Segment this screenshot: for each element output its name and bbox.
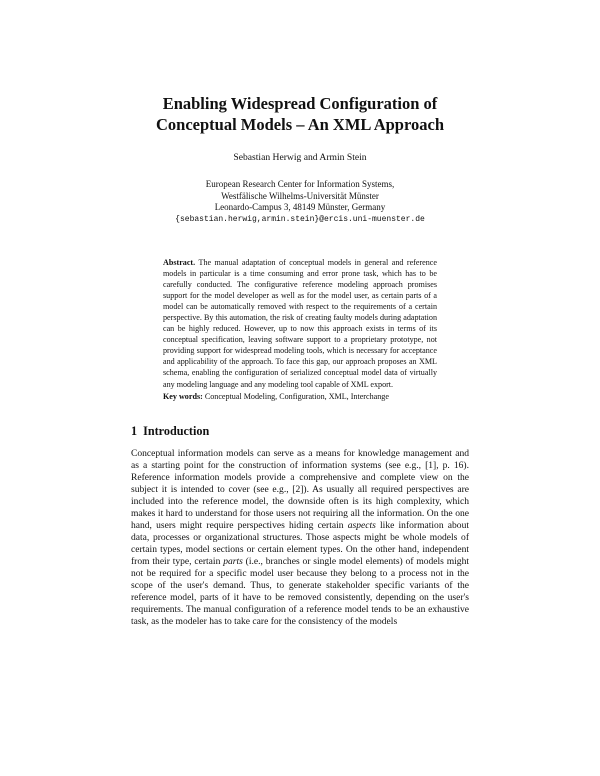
affiliation-block [100, 179, 500, 225]
intro-text-part-1: Conceptual information models can serve as a means for knowledge management and as a starting point for the construction of information systems (see e.g., [1], p. 16). Reference information models provide a comprehensive and complete view on the subject it is intended to cover (see e.g., [2]). As usually all required perspectives are included into the reference model, the downside often is its high complexity, which makes it hard to understand for those users not requiring all the information. On the one hand, users might require perspectives hiding certain [131, 448, 469, 531]
section-number: 1 [131, 424, 138, 438]
title-line-1: Enabling Widespread Configuration of [162, 94, 438, 113]
abstract-text: The manual adaptation of conceptual models in general and reference models in particular is a time consuming and error prone task, which has to be carefully conducted. The configurative reference modeling approach promises support for the model developer as well as for the model user, as certain parts of a model can be automatically removed with respect to the requirements of a certain perspective. By this automation, the risk of creating faulty models during adaptation can be highly reduced. However, up to now this approach exists in terms of its conceptual specification, leaving software support to a proprietary prototype, not providing support for widespread modeling tools, which is necessary for acceptance and applicability of the approach. To face this gap, our approach proposes an XML schema, enabling the configuration of serialized conceptual model data of virtually any modeling language and any modeling tool capable of XML export. [163, 258, 437, 389]
keywords-label: Key words: [163, 392, 203, 401]
intro-paragraph [131, 448, 469, 628]
section-heading [131, 424, 209, 438]
affiliation-line-3: Leonardo-Campus 3, 48149 Münster, Germany [214, 202, 386, 212]
affiliation-line-1: European Research Center for Information Systems, [205, 179, 395, 189]
author-list: Sebastian Herwig and Armin Stein [233, 152, 367, 163]
intro-emphasis-aspects: aspects [347, 520, 376, 531]
title-line-2: Conceptual Models – An XML Approach [155, 115, 445, 134]
keywords-text: Conceptual Modeling, Configuration, XML, Interchange [204, 392, 389, 401]
intro-text-part-2: like information about data, processes or organizational structures. Those aspects might be whole models of certain types, model sections or certain element types. On the other hand, independent from their type, certain [131, 520, 470, 567]
intro-text-part-3: (i.e., branches or single model elements) of models might not be required for a specific model user because they belong to a process not in the scope of the user's demand. Thus, to generate stakeholder specific variants of the reference model, parts of it have to be removed consistently, depending on the user's requirements. The manual configuration of a reference model tends to be an exhaustive task, as the modeler has to take care for the consistency of the models [131, 556, 470, 627]
intro-emphasis-parts: parts [223, 556, 243, 567]
abstract-label: Abstract. [163, 258, 196, 267]
keywords-block [163, 391, 437, 402]
section-title: Introduction [143, 424, 210, 438]
author-email: {sebastian.herwig,armin.stein}@ercis.uni-muenster.de [175, 214, 425, 224]
abstract-block [163, 257, 437, 390]
paper-title [100, 93, 500, 135]
affiliation-line-2: Westfälische Wilhelms-Universität Münster [221, 190, 379, 201]
